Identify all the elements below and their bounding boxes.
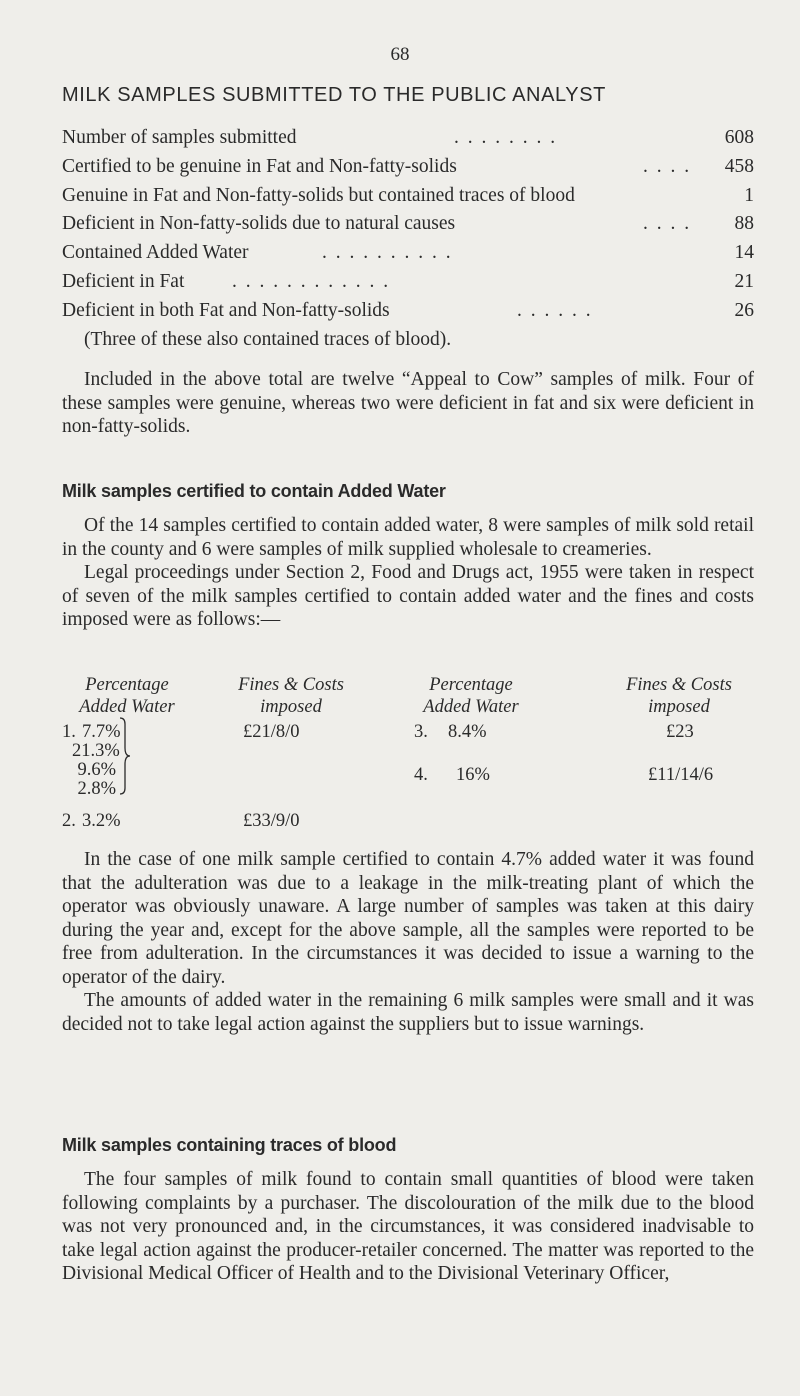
paragraph-text: Included in the above total are twelve “Appeal to Cow” samples of milk. Four of these samples were genuine, whereas two were deficient in fat and six were deficient in non-fatty-solids.: [62, 369, 754, 437]
stat-label: Deficient in both Fat and Non-fatty-solids: [62, 299, 390, 321]
stat-value: 26: [734, 299, 754, 321]
fine-value: £33/9/0: [243, 811, 300, 831]
stat-row: [62, 210, 754, 239]
leader-dots: . . . .: [643, 155, 692, 177]
stat-value: 458: [724, 155, 754, 177]
stat-value: 88: [734, 213, 754, 235]
percentage-value: 16%: [456, 765, 490, 785]
leader-dots: . . . .: [643, 213, 692, 235]
header-line: Added Water: [423, 697, 519, 717]
page-number: 68: [390, 44, 410, 65]
stat-value: 1: [744, 184, 754, 206]
stat-label: Contained Added Water: [62, 242, 249, 264]
stat-row: [62, 182, 754, 211]
section-heading-added-water: Milk samples certified to contain Added Water: [62, 481, 446, 501]
stat-value: 21: [734, 270, 754, 292]
paragraph-text: The four samples of milk found to contain small quantities of blood were taken following complaints by a purchaser. The discolouration of the milk due to the blood was not very pronounced and, in the circumstances, it was considered inadvisable to take legal action against the producer-retailer concerned. The matter was reported to the Divisional Medical Officer of Health and to the Divisional Veterinary Officer,: [62, 1169, 754, 1284]
stat-label: Deficient in Fat: [62, 270, 185, 292]
table-header-fines-right: [604, 674, 754, 718]
section-heading-blood: Milk samples containing traces of blood: [62, 1135, 397, 1155]
stat-row: [62, 268, 754, 297]
stat-note: (Three of these also contained traces of blood).: [84, 328, 452, 350]
header-line: Fines & Costs: [626, 675, 732, 695]
stat-value: 608: [724, 127, 754, 148]
fine-value: £21/8/0: [243, 722, 300, 742]
paragraph-text: Legal proceedings under Section 2, Food and Drugs act, 1955 were taken in respect of seven of the milk samples certified to contain added water and the fines and costs imposed were as follows:—: [62, 562, 754, 630]
paragraph-text: Of the 14 samples certified to contain added water, 8 were samples of milk sold retail in the county and 6 were samples of milk supplied wholesale to creameries.: [62, 515, 754, 560]
percentage-value: 8.4%: [448, 722, 487, 742]
stat-label: Certified to be genuine in Fat and Non-fatty-solids: [62, 155, 457, 177]
header-line: Added Water: [79, 697, 175, 717]
stat-value: 14: [734, 242, 754, 264]
leader-dots: . . . . . . . . . .: [322, 242, 453, 264]
header-line: imposed: [260, 697, 322, 717]
percentage-value: 2.8%: [77, 779, 116, 799]
row-number: 4.: [414, 765, 428, 785]
added-water-paragraphs: [62, 514, 754, 632]
fine-value: £11/14/6: [648, 765, 714, 785]
percentage-value: 3.2%: [82, 811, 121, 831]
table-header-percentage-right: [400, 674, 542, 718]
fine-value: £23: [666, 722, 694, 742]
leader-dots: . . . . . .: [517, 299, 593, 321]
table-header-percentage-left: [62, 674, 192, 718]
stat-note-row: [62, 326, 754, 355]
stat-row: [62, 153, 754, 182]
leader-dots: . . . . . . . .: [454, 127, 558, 148]
percentage-value: 7.7%: [82, 722, 121, 742]
stat-label: Number of samples submitted: [62, 127, 297, 148]
samples-summary: [62, 124, 754, 354]
brace-icon: [118, 714, 132, 798]
paragraph-text: The amounts of added water in the remaining 6 milk samples were small and it was decided not to take legal action against the suppliers but to issue warnings.: [62, 990, 754, 1035]
row-number: 3.: [414, 722, 428, 742]
stat-row: [62, 124, 754, 153]
header-line: Fines & Costs: [238, 675, 344, 695]
header-line: Percentage: [85, 675, 169, 695]
stat-row: [62, 239, 754, 268]
appeal-paragraph: [62, 368, 754, 439]
leakage-paragraphs: [62, 848, 754, 1036]
header-line: imposed: [648, 697, 710, 717]
stat-row: [62, 297, 754, 326]
header-line: Percentage: [429, 675, 513, 695]
stat-label: Deficient in Non-fatty-solids due to natural causes: [62, 213, 456, 235]
table-header-fines-left: [216, 674, 366, 718]
leader-dots: . . . . . . . . . . . .: [232, 270, 391, 292]
row-number: 2.: [62, 811, 76, 831]
row-number: 1.: [62, 722, 76, 742]
paragraph-text: In the case of one milk sample certified to contain 4.7% added water it was found that the adulteration was due to a leakage in the milk-treating plant of which the operator was obviously unaware. A large number of samples was taken at this dairy during the year and, except for the above sample, all the samples were reported to be free from adulteration. In the circumstances it was decided to issue a warning to the operator of the dairy.: [62, 849, 754, 988]
stat-label: Genuine in Fat and Non-fatty-solids but contained traces of blood: [62, 184, 575, 206]
page-title: MILK SAMPLES SUBMITTED TO THE PUBLIC ANALYST: [62, 84, 606, 106]
blood-paragraph: [62, 1168, 754, 1286]
percentage-value: 9.6%: [77, 760, 116, 780]
percentage-value: 21.3%: [72, 741, 120, 761]
